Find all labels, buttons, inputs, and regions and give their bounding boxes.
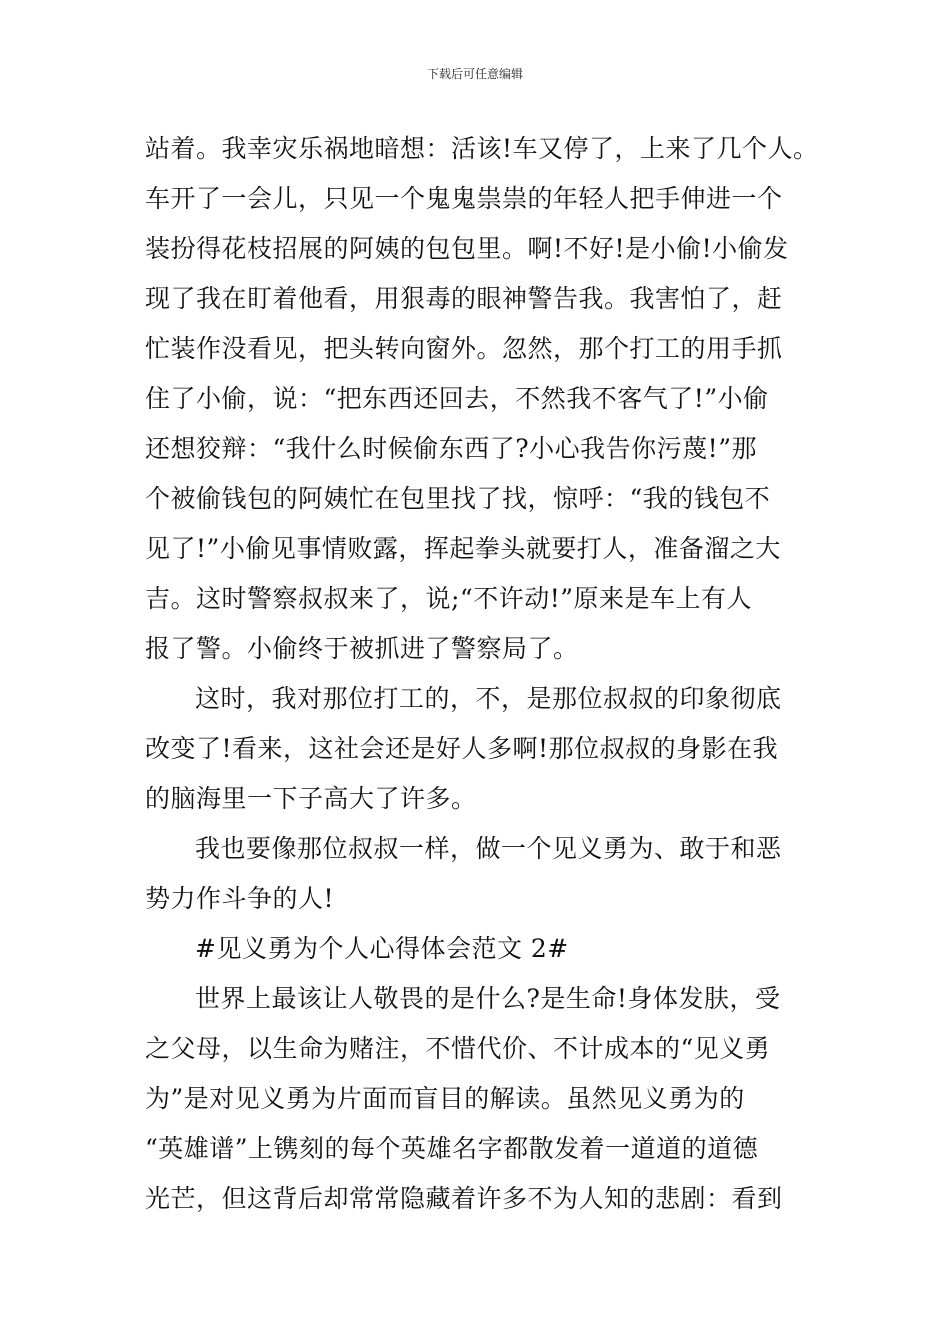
- text-line: 改变了!看来，这社会还是好人多啊!那位叔叔的身影在我: [145, 734, 779, 763]
- paragraph-5: [145, 974, 815, 1224]
- text-line: 我也要像那位叔叔一样，做一个见义勇为、敢于和恶: [195, 834, 782, 863]
- text-line: 光芒，但这背后却常常隐藏着许多不为人知的悲剧：看到: [145, 1184, 783, 1213]
- text-line: 住了小偷，说：“把东西还回去，不然我不客气了!”小偷: [145, 384, 769, 413]
- text-line: #见义勇为个人心得体会范文 2#: [195, 934, 569, 963]
- text-line: 为”是对见义勇为片面而盲目的解读。虽然见义勇为的: [145, 1084, 745, 1113]
- text-line: 站着。我幸灾乐祸地暗想：活该!车又停了，上来了几个人。: [145, 134, 819, 163]
- text-line: 见了!”小偷见事情败露，挥起拳头就要打人，准备溜之大: [145, 534, 781, 563]
- paragraph-1: [145, 124, 819, 674]
- text-line: “英雄谱”上镌刻的每个英雄名字都散发着一道道的道德: [145, 1134, 759, 1163]
- text-line: 吉。这时警察叔叔来了，说;“不许动!”原来是车上有人: [145, 584, 753, 613]
- text-line: 势力作斗争的人!: [145, 884, 335, 913]
- page-header: 下载后可任意编辑: [426, 67, 523, 81]
- document-body: [145, 124, 819, 1224]
- text-line: 现了我在盯着他看，用狠毒的眼神警告我。我害怕了，赶: [145, 284, 783, 313]
- paragraph-2: [145, 674, 815, 824]
- text-line: 世界上最该让人敬畏的是什么?是生命!身体发肤，受: [195, 984, 781, 1013]
- text-line: 装扮得花枝招展的阿姨的包包里。啊!不好!是小偷!小偷发: [145, 234, 789, 263]
- section-heading: [145, 924, 815, 974]
- text-line: 之父母，以生命为赌注，不惜代价、不计成本的“见义勇: [145, 1034, 771, 1063]
- text-line: 报了警。小偷终于被抓进了警察局了。: [145, 634, 579, 663]
- text-line: 还想狡辩：“我什么时候偷东西了?小心我告你污蔑!”那: [145, 434, 758, 463]
- paragraph-3: [145, 824, 815, 924]
- text-line: 个被偷钱包的阿姨忙在包里找了找，惊呼：“我的钱包不: [145, 484, 771, 513]
- text-line: 车开了一会儿，只见一个鬼鬼祟祟的年轻人把手伸进一个: [145, 184, 783, 213]
- text-line: 忙装作没看见，把头转向窗外。忽然，那个打工的用手抓: [145, 334, 783, 363]
- text-line: 这时，我对那位打工的，不，是那位叔叔的印象彻底: [195, 684, 782, 713]
- text-line: 的脑海里一下子高大了许多。: [145, 784, 477, 813]
